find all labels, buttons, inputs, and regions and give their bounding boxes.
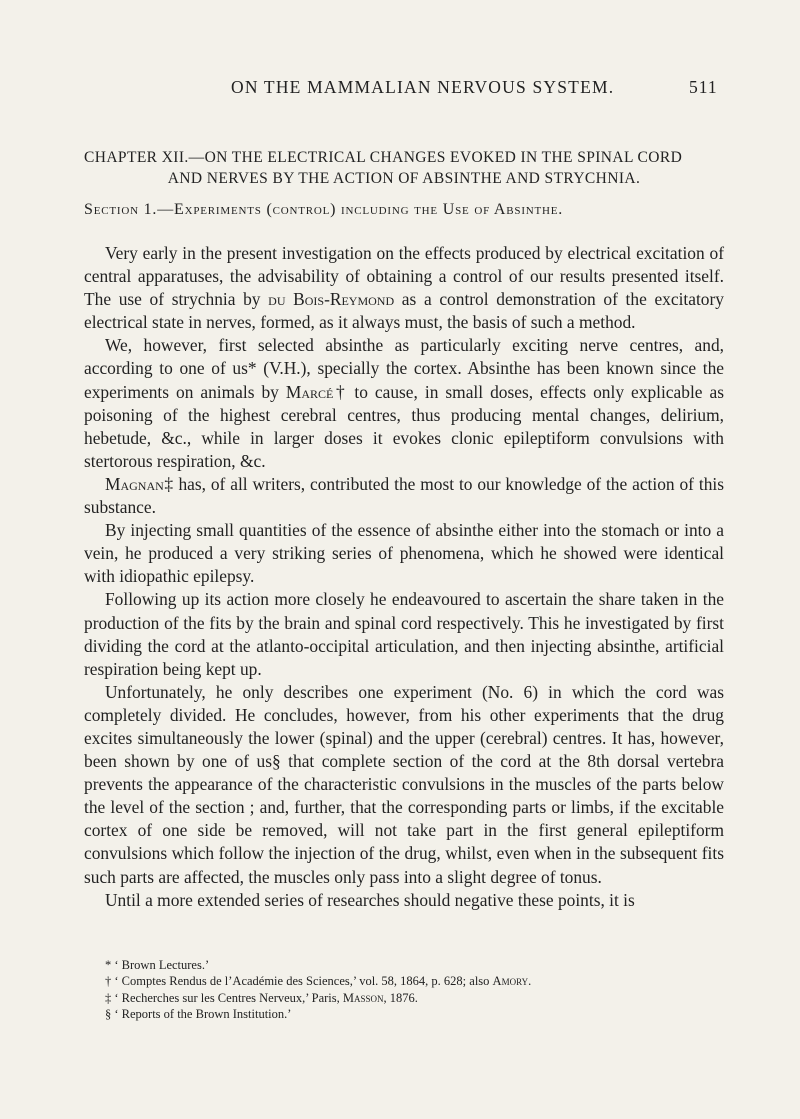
chapter-title xyxy=(84,147,724,189)
running-header xyxy=(0,77,800,101)
paragraph-7: Until a more extended series of researches should negative these points, it is xyxy=(105,889,635,910)
paragraph-3-text: has, of all writers, contributed the most to our knowledge of the action of this substance. xyxy=(84,473,724,518)
running-title: ON THE MAMMALIAN NERVOUS SYSTEM. xyxy=(231,77,615,97)
footnote-4: § ‘ Reports of the Brown Institution.’ xyxy=(105,1006,292,1021)
paragraph-3 xyxy=(84,473,724,519)
paragraph-2-text-b: to cause, in small doses, effects only explicable as poisoning of the highest cerebral centres, thus producing mental changes, delirium, hebetude, &c., while in larger doses it evokes clonic epileptiform convulsions with stertorous respiration, &c. xyxy=(84,381,724,471)
paragraph-2 xyxy=(84,334,724,473)
paragraph-1 xyxy=(84,242,724,334)
paragraph-5: Following up its action more closely he endeavoured to ascertain the share taken in the production of the fits by the brain and spinal cord respectively. This he investigated by first dividing the cord at the atlanto-occipital articulation, and then injecting absinthe, artificial respiration being kept up. xyxy=(84,589,724,679)
paragraph-1-text-b: as a control demonstration of the excitatory electrical state in nerves, formed, as it always must, the basis of such a method. xyxy=(84,289,724,333)
paragraph-1-text-a: Very early in the present investigation on the effects produced by electrical excitation of central apparatuses, the advisability of obtaining a control of our results presented itself. The use of strychnia by xyxy=(84,243,724,310)
author-name-du-bois-reymond: du Bois-Reymond xyxy=(268,289,395,310)
footnote-1: * ‘ Brown Lectures.’ xyxy=(105,958,210,972)
footnotes xyxy=(84,957,724,1022)
paragraph-2-text-a: We, however, first selected absinthe as particularly exciting nerve centres, and, according to one of us* (V.H.), specially the cortex. Absinthe has been known since the experiments on animals by xyxy=(84,335,724,402)
footnote-3-text-b: 1876. xyxy=(386,990,418,1005)
footnote-3 xyxy=(84,990,724,1006)
page-number: 511 xyxy=(689,77,718,97)
paragraph-6: Unfortunately, he only describes one experiment (No. 6) in which the cord was completely divided. He concludes, however, from his other experiments that the drug excites simultaneously the lower (spinal) and the upper (cerebral) centres. It has, however, been shown by one of us§ that complete section of the cord at the 8th dorsal vertebra prevents the appearance of the characteristic convulsions in the muscles of the parts below the level of the section ; and, further, that the corresponding parts or limbs, if the excitable cortex of one side be removed, will not take part in the first general epileptiform convulsions which follow the injection of the drug, whilst, even when in the subsequent fits such parts are affected, the muscles only pass into a slight degree of tonus. xyxy=(84,681,724,887)
author-name-magnan: Magnan‡ xyxy=(105,473,174,494)
paragraph-4: By injecting small quantities of the essence of absinthe either into the stomach or into a vein, he produced a very striking series of phenomena, which he showed were identical with idiopathic epilepsy. xyxy=(84,520,724,587)
footnote-3-name: Masson, xyxy=(342,990,387,1005)
footnote-2-name: Amory. xyxy=(492,974,532,989)
chapter-title-line-1: CHAPTER XII.—ON THE ELECTRICAL CHANGES EVOKED IN THE SPINAL CORD xyxy=(84,149,683,166)
footnote-2 xyxy=(84,973,724,989)
footnote-3-text-a: ‡ ‘ Recherches sur les Centres Nerveux,’ Paris, xyxy=(105,990,343,1005)
footnote-2-text: † ‘ Comptes Rendus de l’Académie des Sciences,’ vol. 58, 1864, p. 628; also xyxy=(105,974,493,989)
author-name-marce: Marcé† xyxy=(285,381,348,402)
section-heading: Section 1.—Experiments (control) including the Use of Absinthe. xyxy=(84,201,564,218)
chapter-title-line-2: AND NERVES BY THE ACTION OF ABSINTHE AND STRYCHNIA. xyxy=(167,170,641,187)
body-text xyxy=(84,242,724,912)
